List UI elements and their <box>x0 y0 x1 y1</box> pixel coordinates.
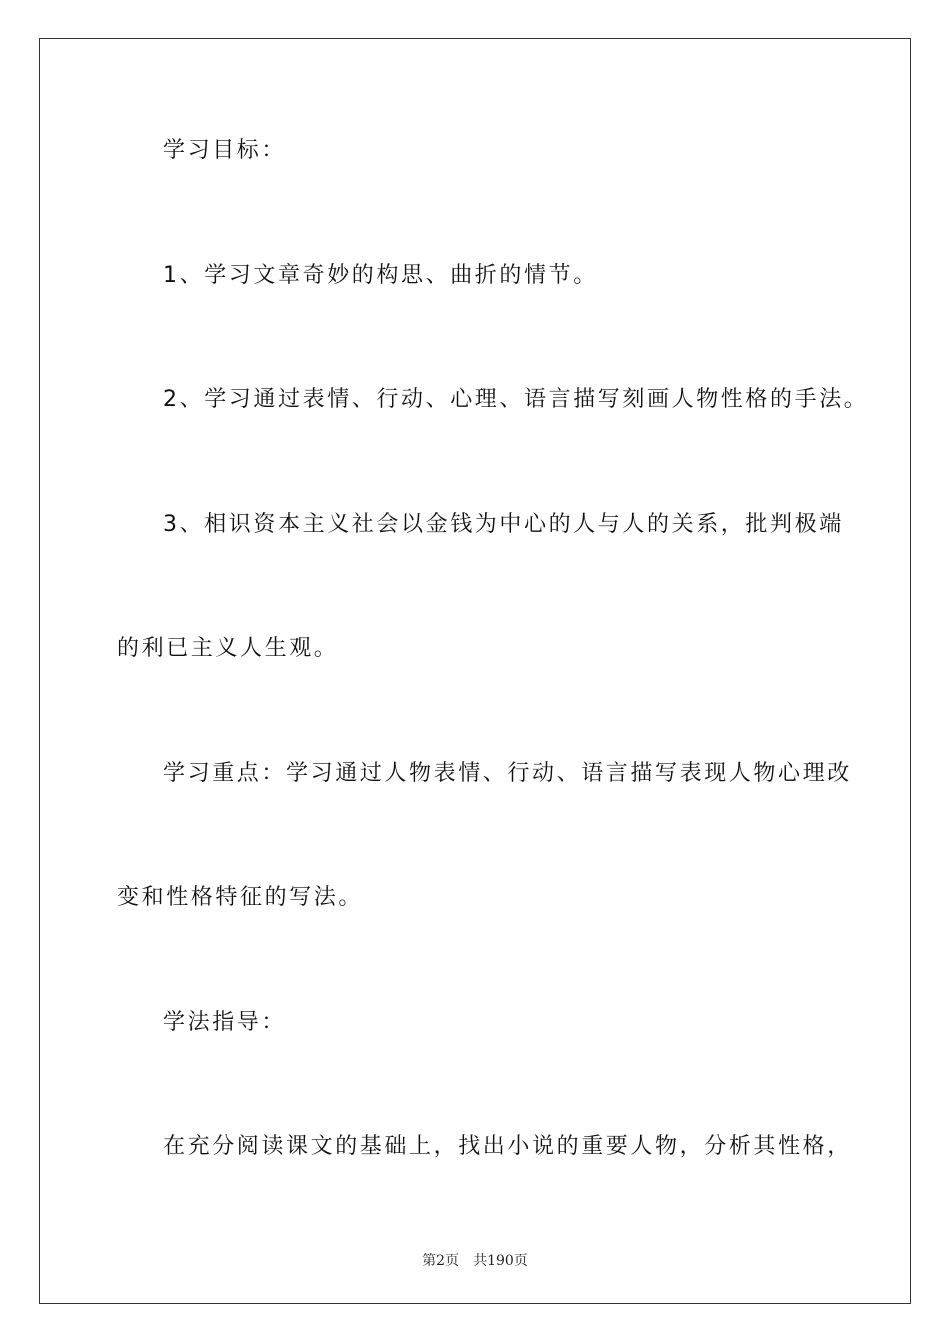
goal-item-3: 3、相识资本主义社会以金钱为中心的人与人的关系，批判极端 <box>163 512 844 537</box>
total-pages: 共190页 <box>473 1253 528 1269</box>
page-footer <box>0 1250 950 1270</box>
heading-study-guide: 学法指导： <box>163 1010 287 1035</box>
heading-learning-goals: 学习目标： <box>163 138 287 163</box>
study-guide-text: 在充分阅读课文的基础上，找出小说的重要人物，分析其性格， <box>163 1134 852 1159</box>
learning-focus-continued: 变和性格特征的写法。 <box>117 885 364 910</box>
page-number: 第2页 <box>422 1253 460 1269</box>
goal-item-2: 2、学习通过表情、行动、心理、语言描写刻画人物性格的手法。 <box>163 387 869 412</box>
page-border <box>39 38 911 1304</box>
goal-item-3-continued: 的利已主义人生观。 <box>117 636 339 661</box>
learning-focus: 学习重点：学习通过人物表情、行动、语言描写表现人物心理改 <box>163 761 852 786</box>
goal-item-1: 1、学习文章奇妙的构思、曲折的情节。 <box>163 263 598 288</box>
